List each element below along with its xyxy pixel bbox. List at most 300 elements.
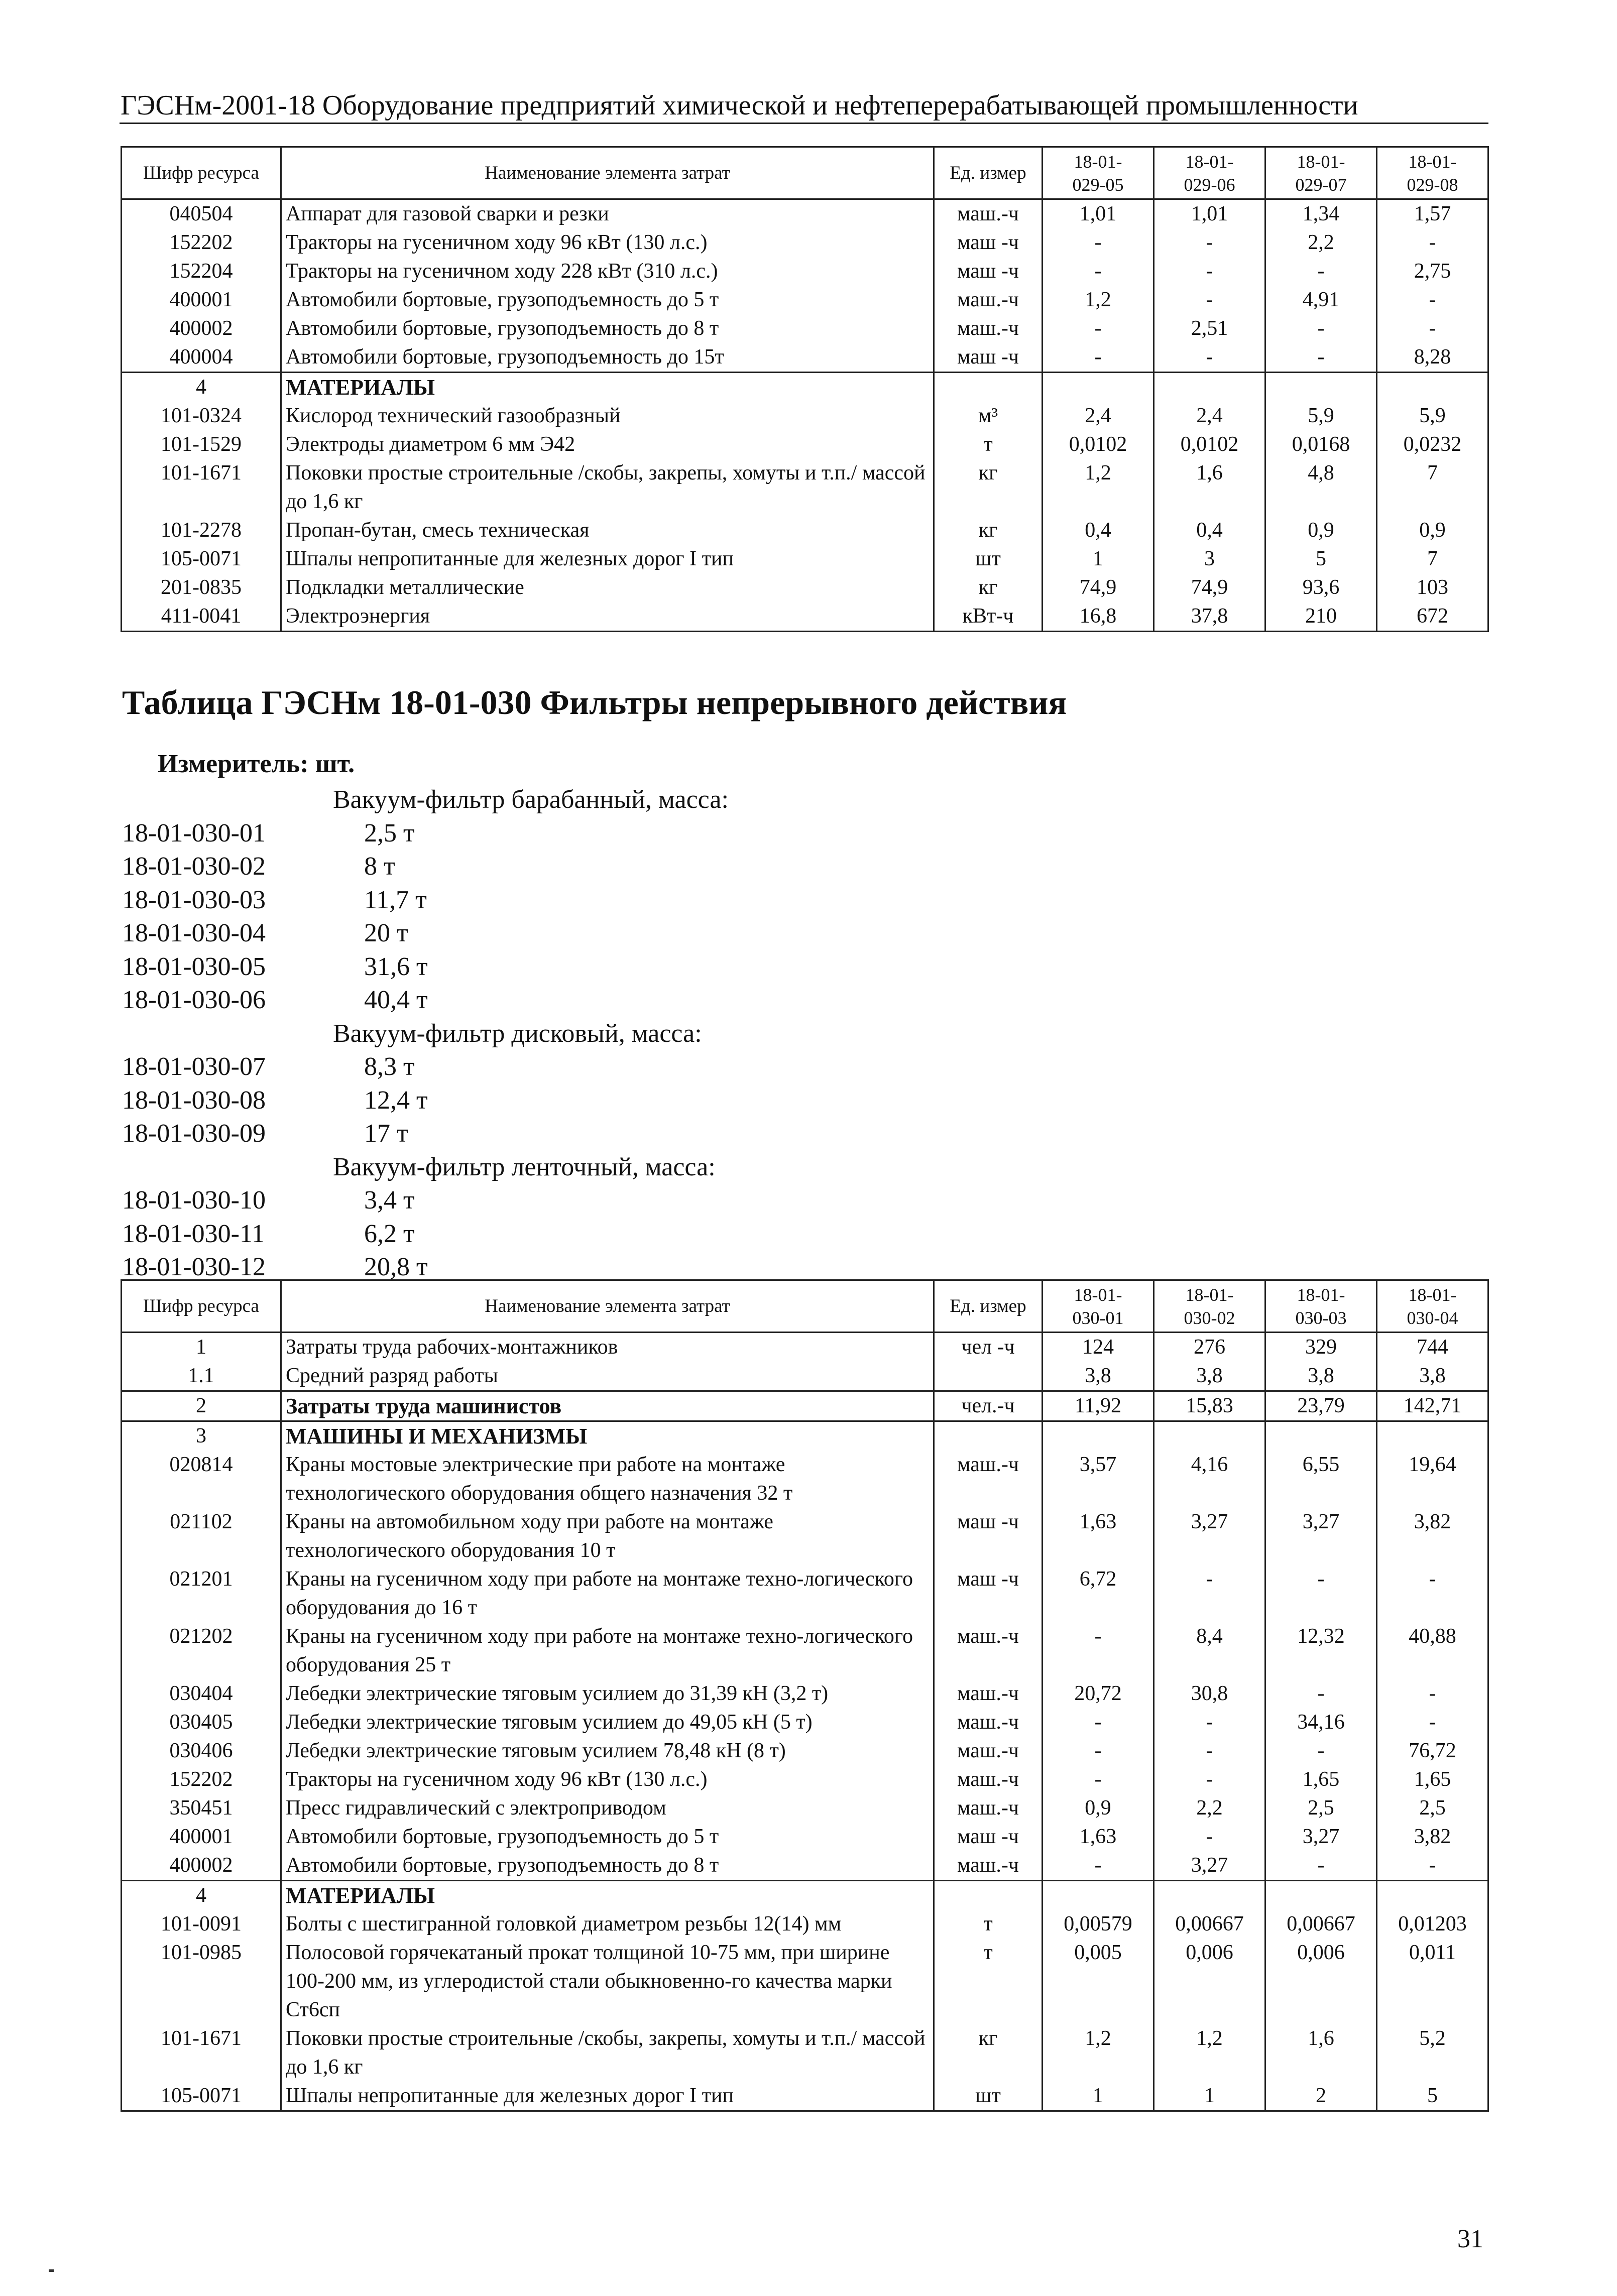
norm-value: - <box>1154 1737 1265 1765</box>
norm-value <box>1265 1881 1377 1910</box>
norm-value: - <box>1043 1851 1154 1881</box>
norm-value: 2,51 <box>1154 314 1265 343</box>
norm-value <box>1377 373 1488 402</box>
unit-of-measure: кВт-ч <box>934 602 1043 632</box>
norm-value: 8,4 <box>1154 1622 1265 1679</box>
resource-code: 101-1671 <box>122 2024 281 2082</box>
unit-of-measure: чел.-ч <box>934 1391 1043 1421</box>
unit-of-measure: т <box>934 430 1043 459</box>
norm-value: 210 <box>1265 602 1377 632</box>
resource-name: Тракторы на гусеничном ходу 96 кВт (130 л.с.) <box>281 1765 934 1794</box>
spec-mass: 11,7 т <box>364 885 427 914</box>
norm-value: 1,2 <box>1154 2024 1265 2082</box>
spec-code: 18-01-030-03 <box>122 885 266 914</box>
norm-value: 1 <box>1043 2082 1154 2111</box>
unit-of-measure: маш.-ч <box>934 1851 1043 1881</box>
unit-of-measure <box>934 1881 1043 1910</box>
resource-table-030 <box>121 1279 1489 2112</box>
group-heading: Вакуум-фильтр ленточный, масса: <box>333 1152 716 1181</box>
resource-code: 101-1671 <box>122 459 281 516</box>
norm-value: 1,57 <box>1377 199 1488 229</box>
spec-code: 18-01-030-04 <box>122 919 266 947</box>
norm-value: - <box>1154 1765 1265 1794</box>
spec-code: 18-01-030-07 <box>122 1052 266 1081</box>
norm-value: 142,71 <box>1377 1391 1488 1421</box>
norm-value: - <box>1154 228 1265 257</box>
resource-code: 152202 <box>122 1765 281 1794</box>
norm-value: 3,27 <box>1154 1851 1265 1881</box>
norm-value: 0,0102 <box>1154 430 1265 459</box>
resource-code: 400002 <box>122 1851 281 1881</box>
norm-value: 2,4 <box>1043 402 1154 430</box>
norm-value: 30,8 <box>1154 1679 1265 1708</box>
norm-value: 0,01203 <box>1377 1910 1488 1939</box>
norm-value: 2,5 <box>1265 1794 1377 1823</box>
norm-value: 1,6 <box>1154 459 1265 516</box>
header-column: 18-01- 030-03 <box>1265 1280 1377 1333</box>
norm-value: 124 <box>1043 1333 1154 1362</box>
unit-of-measure: маш -ч <box>934 1823 1043 1851</box>
norm-value: 2,2 <box>1265 228 1377 257</box>
norm-value: - <box>1043 343 1154 373</box>
table-row <box>122 1362 1488 1391</box>
norm-value: 4,91 <box>1265 286 1377 314</box>
resource-code: 201-0835 <box>122 573 281 602</box>
resource-name: Краны на гусеничном ходу при работе на монтаже техно-логического оборудования 25 т <box>281 1622 934 1679</box>
unit-of-measure: маш.-ч <box>934 199 1043 229</box>
table-row <box>122 1939 1488 2024</box>
norm-value: 3,8 <box>1265 1362 1377 1391</box>
table-row <box>122 1421 1488 1451</box>
resource-name: Лебедки электрические тяговым усилием до 49,05 кН (5 т) <box>281 1708 934 1737</box>
unit-of-measure: маш -ч <box>934 257 1043 286</box>
spec-mass: 2,5 т <box>364 818 415 848</box>
resource-name: Пропан-бутан, смесь техническая <box>281 516 934 545</box>
header-column: 18-01- 029-06 <box>1154 147 1265 199</box>
norm-value: 1,01 <box>1043 199 1154 229</box>
norm-value: 12,32 <box>1265 1622 1377 1679</box>
resource-name: Автомобили бортовые, грузоподъемность до 15т <box>281 343 934 373</box>
unit-of-measure: чел -ч <box>934 1333 1043 1362</box>
resource-code: 411-0041 <box>122 602 281 632</box>
table-row <box>122 343 1488 373</box>
norm-value: - <box>1377 1679 1488 1708</box>
norm-value: 3,8 <box>1043 1362 1154 1391</box>
norm-value: 103 <box>1377 573 1488 602</box>
spec-mass: 31,6 т <box>364 952 428 981</box>
norm-value: 4,8 <box>1265 459 1377 516</box>
norm-value: 1,63 <box>1043 1508 1154 1565</box>
norm-value: 329 <box>1265 1333 1377 1362</box>
norm-value: 3,8 <box>1154 1362 1265 1391</box>
norm-value: 1,2 <box>1043 286 1154 314</box>
norm-value: 0,0232 <box>1377 430 1488 459</box>
norm-value: 15,83 <box>1154 1391 1265 1421</box>
table-title: Таблица ГЭСНм 18-01-030 Фильтры непрерывного действия <box>122 683 1067 721</box>
norm-value: - <box>1154 343 1265 373</box>
norm-value: 0,9 <box>1043 1794 1154 1823</box>
unit-of-measure: маш.-ч <box>934 314 1043 343</box>
header-name: Наименование элемента затрат <box>281 1280 934 1333</box>
resource-code: 400001 <box>122 286 281 314</box>
resource-name: Автомобили бортовые, грузоподъемность до 8 т <box>281 1851 934 1881</box>
spec-code: 18-01-030-09 <box>122 1119 266 1148</box>
norm-value: - <box>1377 314 1488 343</box>
norm-value: 1,01 <box>1154 199 1265 229</box>
resource-name: Лебедки электрические тяговым усилием 78,48 кН (8 т) <box>281 1737 934 1765</box>
header-column: 18-01- 030-04 <box>1377 1280 1488 1333</box>
resource-name: Кислород технический газообразный <box>281 402 934 430</box>
header-column: 18-01- 029-08 <box>1377 147 1488 199</box>
header-column: 18-01- 029-05 <box>1043 147 1154 199</box>
resource-code: 101-0091 <box>122 1910 281 1939</box>
resource-name: Тракторы на гусеничном ходу 228 кВт (310 л.с.) <box>281 257 934 286</box>
header-code: Шифр ресурса <box>122 147 281 199</box>
resource-code: 021202 <box>122 1622 281 1679</box>
table-row <box>122 1765 1488 1794</box>
norm-value: 0,9 <box>1377 516 1488 545</box>
resource-name: Электроэнергия <box>281 602 934 632</box>
norm-value: 40,88 <box>1377 1622 1488 1679</box>
norm-value: 6,55 <box>1265 1451 1377 1508</box>
norm-value: 93,6 <box>1265 573 1377 602</box>
resource-code: 1.1 <box>122 1362 281 1391</box>
table-row <box>122 402 1488 430</box>
norm-value: 74,9 <box>1154 573 1265 602</box>
spec-mass: 8 т <box>364 852 395 881</box>
table-row <box>122 430 1488 459</box>
header-divider <box>120 123 1488 124</box>
table-row <box>122 1823 1488 1851</box>
resource-name: Поковки простые строительные /скобы, закрепы, хомуты и т.п./ массой до 1,6 кг <box>281 2024 934 2082</box>
unit-of-measure: шт <box>934 2082 1043 2111</box>
resource-name: Электроды диаметром 6 мм Э42 <box>281 430 934 459</box>
norm-value: 3,8 <box>1377 1362 1488 1391</box>
norm-value: 2,5 <box>1377 1794 1488 1823</box>
resource-name: МАТЕРИАЛЫ <box>281 1881 934 1910</box>
norm-value: - <box>1265 1737 1377 1765</box>
norm-value: 4,16 <box>1154 1451 1265 1508</box>
unit-of-measure: кг <box>934 459 1043 516</box>
spec-code: 18-01-030-05 <box>122 952 266 981</box>
unit-of-measure: шт <box>934 545 1043 573</box>
norm-value: 37,8 <box>1154 602 1265 632</box>
spec-mass: 40,4 т <box>364 986 428 1014</box>
norm-value: - <box>1043 1737 1154 1765</box>
norm-value: 0,00667 <box>1154 1910 1265 1939</box>
norm-value <box>1265 373 1377 402</box>
resource-code: 350451 <box>122 1794 281 1823</box>
resource-name: Автомобили бортовые, грузоподъемность до 5 т <box>281 286 934 314</box>
norm-value <box>1154 1881 1265 1910</box>
header-column: 18-01- 030-01 <box>1043 1280 1154 1333</box>
resource-code: 021102 <box>122 1508 281 1565</box>
table-row <box>122 373 1488 402</box>
norm-value: 3 <box>1154 545 1265 573</box>
table-row <box>122 573 1488 602</box>
resource-code: 101-1529 <box>122 430 281 459</box>
spec-mass: 20,8 т <box>364 1253 428 1281</box>
norm-value: - <box>1265 1679 1377 1708</box>
unit-of-measure: м³ <box>934 402 1043 430</box>
norm-value: 7 <box>1377 545 1488 573</box>
resource-code: 2 <box>122 1391 281 1421</box>
resource-code: 101-0324 <box>122 402 281 430</box>
norm-value: 744 <box>1377 1333 1488 1362</box>
norm-value: - <box>1043 1765 1154 1794</box>
norm-value: 7 <box>1377 459 1488 516</box>
table-row <box>122 1881 1488 1910</box>
norm-value: - <box>1265 257 1377 286</box>
norm-value: 0,006 <box>1154 1939 1265 2024</box>
unit-of-measure: маш.-ч <box>934 1765 1043 1794</box>
table-row <box>122 1708 1488 1737</box>
norm-value <box>1154 1421 1265 1451</box>
unit-of-measure: т <box>934 1910 1043 1939</box>
spec-code: 18-01-030-06 <box>122 986 266 1014</box>
norm-value <box>1043 1421 1154 1451</box>
resource-name: Шпалы непропитанные для железных дорог I тип <box>281 545 934 573</box>
norm-value: 1,34 <box>1265 199 1377 229</box>
resource-name: Краны на автомобильном ходу при работе на монтаже технологического оборудования 10 т <box>281 1508 934 1565</box>
unit-of-measure: кг <box>934 573 1043 602</box>
header-name: Наименование элемента затрат <box>281 147 934 199</box>
norm-value <box>1154 373 1265 402</box>
resource-code: 101-2278 <box>122 516 281 545</box>
table-row <box>122 1508 1488 1565</box>
norm-value: 1,2 <box>1043 459 1154 516</box>
norm-value: 1 <box>1043 545 1154 573</box>
norm-value: 0,4 <box>1043 516 1154 545</box>
resource-name: Средний разряд работы <box>281 1362 934 1391</box>
resource-name: Затраты труда машинистов <box>281 1391 934 1421</box>
norm-value: - <box>1377 286 1488 314</box>
table-row <box>122 1565 1488 1622</box>
norm-value: 8,28 <box>1377 343 1488 373</box>
spec-mass: 3,4 т <box>364 1186 415 1215</box>
norm-value: 5,9 <box>1377 402 1488 430</box>
table-row <box>122 2082 1488 2111</box>
resource-name: Болты с шестигранной головкой диаметром резьбы 12(14) мм <box>281 1910 934 1939</box>
norm-value: - <box>1043 228 1154 257</box>
measure-unit: Измеритель: шт. <box>158 750 355 778</box>
norm-value <box>1043 1881 1154 1910</box>
resource-code: 030404 <box>122 1679 281 1708</box>
norm-value: 0,4 <box>1154 516 1265 545</box>
norm-value: - <box>1154 1565 1265 1622</box>
header-column: 18-01- 029-07 <box>1265 147 1377 199</box>
norm-value: - <box>1043 1708 1154 1737</box>
norm-value: 20,72 <box>1043 1679 1154 1708</box>
unit-of-measure: маш.-ч <box>934 1737 1043 1765</box>
norm-value: - <box>1265 1851 1377 1881</box>
unit-of-measure: маш -ч <box>934 343 1043 373</box>
spec-code: 18-01-030-02 <box>122 852 266 881</box>
unit-of-measure <box>934 373 1043 402</box>
resource-code: 152204 <box>122 257 281 286</box>
norm-value: 0,006 <box>1265 1939 1377 2024</box>
resource-code: 021201 <box>122 1565 281 1622</box>
norm-value: 5,2 <box>1377 2024 1488 2082</box>
table-row <box>122 1451 1488 1508</box>
unit-of-measure: маш.-ч <box>934 286 1043 314</box>
table-row <box>122 1622 1488 1679</box>
norm-value: 1,6 <box>1265 2024 1377 2082</box>
norm-value: 5 <box>1377 2082 1488 2111</box>
norm-value: - <box>1154 1823 1265 1851</box>
norm-value <box>1377 1881 1488 1910</box>
norm-value: 0,0102 <box>1043 430 1154 459</box>
table-row <box>122 1737 1488 1765</box>
norm-value: 0,00579 <box>1043 1910 1154 1939</box>
spec-code: 18-01-030-08 <box>122 1085 266 1115</box>
norm-value: - <box>1043 257 1154 286</box>
norm-value <box>1377 1421 1488 1451</box>
table-row <box>122 314 1488 343</box>
table-row <box>122 1333 1488 1362</box>
norm-value: - <box>1265 343 1377 373</box>
resource-code: 101-0985 <box>122 1939 281 2024</box>
table-row <box>122 545 1488 573</box>
unit-of-measure <box>934 1421 1043 1451</box>
resource-table-029 <box>121 146 1489 632</box>
table-row <box>122 516 1488 545</box>
resource-code: 020814 <box>122 1451 281 1508</box>
resource-name: Подкладки металлические <box>281 573 934 602</box>
table-row <box>122 228 1488 257</box>
norm-value: 0,00667 <box>1265 1910 1377 1939</box>
resource-code: 105-0071 <box>122 2082 281 2111</box>
page-number: 31 <box>1457 2225 1483 2253</box>
resource-code: 152202 <box>122 228 281 257</box>
unit-of-measure: кг <box>934 516 1043 545</box>
table-row <box>122 1679 1488 1708</box>
norm-value: 2 <box>1265 2082 1377 2111</box>
group-heading: Вакуум-фильтр барабанный, масса: <box>333 785 729 814</box>
unit-of-measure: т <box>934 1939 1043 2024</box>
norm-value: - <box>1043 314 1154 343</box>
spec-mass: 6,2 т <box>364 1219 415 1248</box>
norm-value: 276 <box>1154 1333 1265 1362</box>
spec-code: 18-01-030-01 <box>122 818 266 848</box>
norm-value: 3,27 <box>1265 1823 1377 1851</box>
norm-value: 1,63 <box>1043 1823 1154 1851</box>
resource-code: 030405 <box>122 1708 281 1737</box>
norm-value: 74,9 <box>1043 573 1154 602</box>
resource-name: Шпалы непропитанные для железных дорог I тип <box>281 2082 934 2111</box>
resource-code: 400002 <box>122 314 281 343</box>
norm-value: - <box>1043 1622 1154 1679</box>
norm-value: - <box>1154 1708 1265 1737</box>
norm-value: 2,75 <box>1377 257 1488 286</box>
group-heading: Вакуум-фильтр дисковый, масса: <box>333 1019 702 1048</box>
resource-name: Автомобили бортовые, грузоподъемность до 5 т <box>281 1823 934 1851</box>
norm-value: - <box>1377 228 1488 257</box>
table-row <box>122 1794 1488 1823</box>
resource-name: Аппарат для газовой сварки и резки <box>281 199 934 229</box>
norm-value: 2,2 <box>1154 1794 1265 1823</box>
table-row <box>122 1910 1488 1939</box>
norm-value: 3,82 <box>1377 1823 1488 1851</box>
spec-mass: 20 т <box>364 919 408 947</box>
unit-of-measure: маш -ч <box>934 1508 1043 1565</box>
norm-value: 0,0168 <box>1265 430 1377 459</box>
norm-value: - <box>1154 257 1265 286</box>
spec-mass: 8,3 т <box>364 1052 415 1081</box>
header-unit: Ед. измер <box>934 1280 1043 1333</box>
resource-name: Пресс гидравлический с электроприводом <box>281 1794 934 1823</box>
spec-code: 18-01-030-10 <box>122 1186 266 1215</box>
unit-of-measure: маш -ч <box>934 228 1043 257</box>
unit-of-measure: маш.-ч <box>934 1708 1043 1737</box>
norm-value: - <box>1265 314 1377 343</box>
norm-value: 19,64 <box>1377 1451 1488 1508</box>
resource-code: 4 <box>122 373 281 402</box>
resource-name: Краны мостовые электрические при работе на монтаже технологического оборудования общего назначения 32 т <box>281 1451 934 1508</box>
norm-value: 0,011 <box>1377 1939 1488 2024</box>
norm-value: 1,2 <box>1043 2024 1154 2082</box>
scan-dot <box>49 2269 54 2272</box>
norm-value: 6,72 <box>1043 1565 1154 1622</box>
resource-code: 105-0071 <box>122 545 281 573</box>
header-unit: Ед. измер <box>934 147 1043 199</box>
table-row <box>122 459 1488 516</box>
norm-value <box>1043 373 1154 402</box>
unit-of-measure: маш.-ч <box>934 1794 1043 1823</box>
table-row <box>122 602 1488 632</box>
unit-of-measure: маш.-ч <box>934 1451 1043 1508</box>
resource-name: Поковки простые строительные /скобы, закрепы, хомуты и т.п./ массой до 1,6 кг <box>281 459 934 516</box>
norm-value: 0,9 <box>1265 516 1377 545</box>
norm-value: 1 <box>1154 2082 1265 2111</box>
spec-code: 18-01-030-12 <box>122 1253 266 1281</box>
norm-value: 3,57 <box>1043 1451 1154 1508</box>
resource-name: Лебедки электрические тяговым усилием до 31,39 кН (3,2 т) <box>281 1679 934 1708</box>
norm-value: 11,92 <box>1043 1391 1154 1421</box>
resource-code: 040504 <box>122 199 281 229</box>
table-row <box>122 257 1488 286</box>
running-header: ГЭСНм-2001-18 Оборудование предприятий химической и нефтеперерабатывающей промышленности <box>121 90 1358 121</box>
norm-value: 672 <box>1377 602 1488 632</box>
resource-name: Полосовой горячекатаный прокат толщиной 10-75 мм, при ширине 100-200 мм, из углеродистой стали обыкновенно-го качества марки Ст6сп <box>281 1939 934 2024</box>
table-row <box>122 199 1488 229</box>
resource-name: Затраты труда рабочих-монтажников <box>281 1333 934 1362</box>
norm-value: - <box>1154 286 1265 314</box>
norm-value: 3,27 <box>1265 1508 1377 1565</box>
norm-value: - <box>1265 1565 1377 1622</box>
header-column: 18-01- 030-02 <box>1154 1280 1265 1333</box>
norm-value: 1,65 <box>1265 1765 1377 1794</box>
table-row <box>122 286 1488 314</box>
unit-of-measure <box>934 1362 1043 1391</box>
header-code: Шифр ресурса <box>122 1280 281 1333</box>
norm-value <box>1265 1421 1377 1451</box>
resource-code: 3 <box>122 1421 281 1451</box>
norm-value: 23,79 <box>1265 1391 1377 1421</box>
resource-code: 4 <box>122 1881 281 1910</box>
resource-name: МАШИНЫ И МЕХАНИЗМЫ <box>281 1421 934 1451</box>
norm-value: 1,65 <box>1377 1765 1488 1794</box>
unit-of-measure: маш -ч <box>934 1565 1043 1622</box>
spec-mass: 17 т <box>364 1119 408 1148</box>
unit-of-measure: кг <box>934 2024 1043 2082</box>
norm-value: - <box>1377 1565 1488 1622</box>
resource-code: 1 <box>122 1333 281 1362</box>
norm-value: 5 <box>1265 545 1377 573</box>
table-row <box>122 1391 1488 1421</box>
norm-value: 3,27 <box>1154 1508 1265 1565</box>
table-row <box>122 1851 1488 1881</box>
